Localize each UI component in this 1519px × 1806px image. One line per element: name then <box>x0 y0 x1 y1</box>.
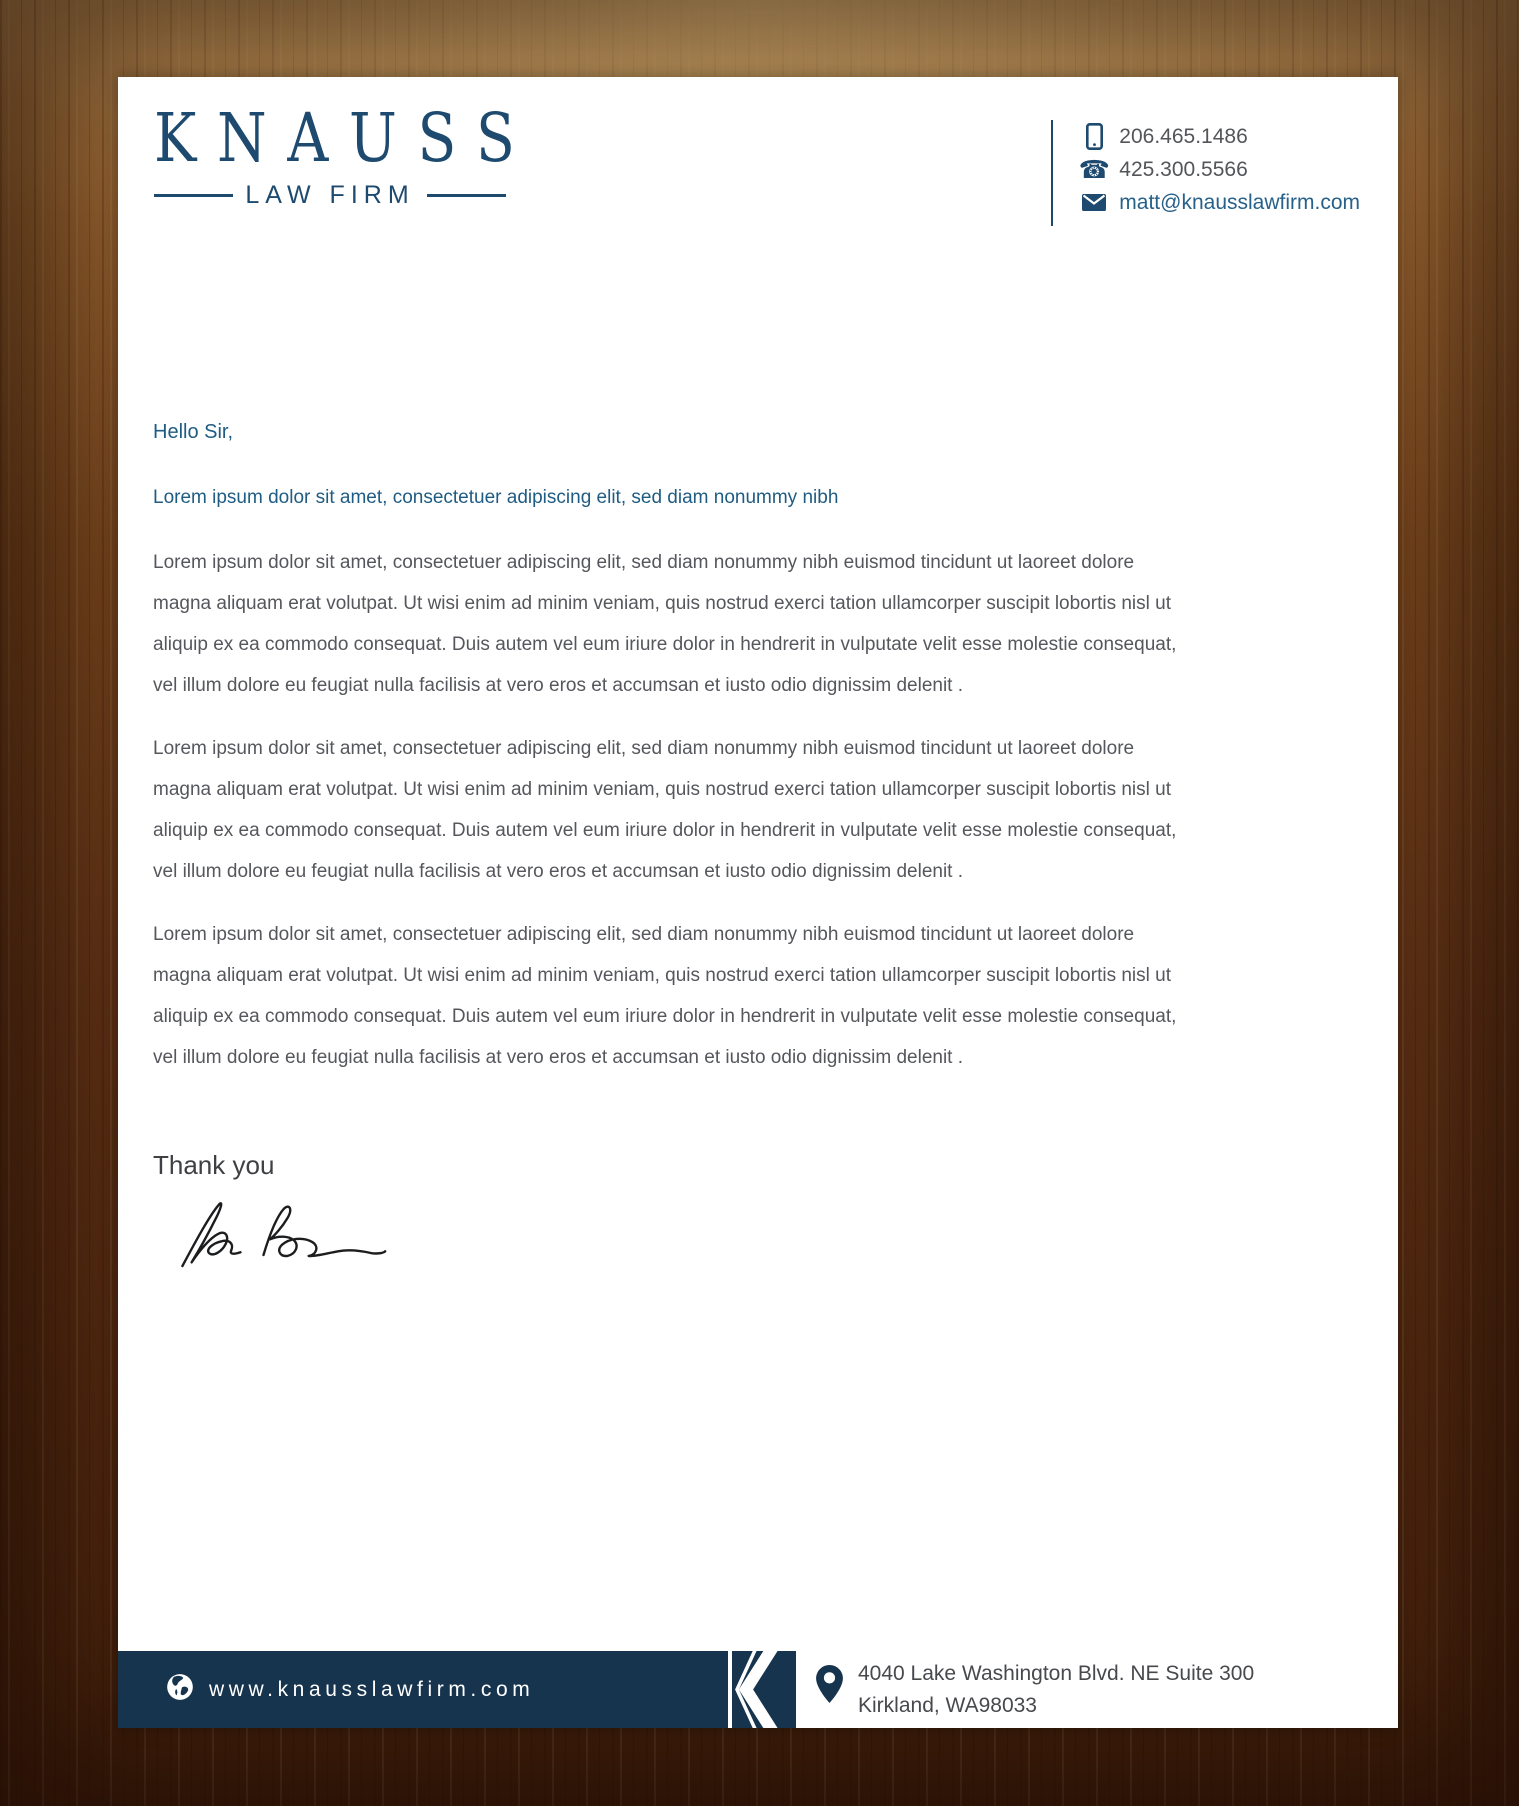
brand-name: KNAUSS <box>154 98 536 178</box>
letterhead-page <box>118 77 1398 1728</box>
envelope-icon <box>1081 194 1107 211</box>
left-rule <box>154 194 233 197</box>
globe-icon <box>166 1673 194 1706</box>
signature-scribble <box>175 1197 1195 1282</box>
footer-bar <box>118 1651 728 1728</box>
paragraph-1: Lorem ipsum dolor sit amet, consectetuer adipiscing elit, sed diam nonummy nibh euismod tincidunt ut laoreet dolore magna aliquam erat volutpat. Ut wisi enim ad minim veniam, quis nostrud exerci tation ullamcorper suscipit lobortis nisl ut aliquip ex ea commodo consequat. Duis autem vel eum iriure dolor in hendrerit in vulputate velit esse molestie consequat, vel illum dolore eu feugiat nulla facilisis at vero eros et accumsan et iusto odio dignissim delenit . <box>153 552 1177 696</box>
closing-text: Thank you <box>153 1150 275 1180</box>
address-block <box>858 1658 1254 1722</box>
contact-block <box>1051 120 1360 226</box>
brand-subtitle: LAW FIRM <box>245 181 415 209</box>
right-rule <box>427 194 506 197</box>
contact-divider <box>1051 120 1053 226</box>
contact-row-email <box>1081 186 1360 219</box>
website-link[interactable]: www.knausslawfirm.com <box>209 1677 535 1701</box>
brand-logo <box>154 98 598 226</box>
letter-body <box>118 421 1195 1282</box>
paragraph-3: Lorem ipsum dolor sit amet, consectetuer adipiscing elit, sed diam nonummy nibh euismod tincidunt ut laoreet dolore magna aliquam erat volutpat. Ut wisi enim ad minim veniam, quis nostrud exerci tation ullamcorper suscipit lobortis nisl ut aliquip ex ea commodo consequat. Duis autem vel eum iriure dolor in hendrerit in vulputate velit esse molestie consequat, vel illum dolore eu feugiat nulla facilisis at vero eros et accumsan et iusto odio dignissim delenit . <box>153 924 1177 1068</box>
contact-row-mobile <box>1081 120 1360 153</box>
paragraph-2: Lorem ipsum dolor sit amet, consectetuer adipiscing elit, sed diam nonummy nibh euismod tincidunt ut laoreet dolore magna aliquam erat volutpat. Ut wisi enim ad minim veniam, quis nostrud exerci tation ullamcorper suscipit lobortis nisl ut aliquip ex ea commodo consequat. Duis autem vel eum iriure dolor in hendrerit in vulputate velit esse molestie consequat, vel illum dolore eu feugiat nulla facilisis at vero eros et accumsan et iusto odio dignissim delenit . <box>153 738 1177 882</box>
mobile-number: 206.465.1486 <box>1119 124 1248 148</box>
brand-subtitle-row <box>154 181 506 210</box>
address-line-2: Kirkland, WA98033 <box>858 1694 1037 1717</box>
phone-icon: ☎ <box>1078 155 1110 184</box>
location-pin-icon <box>816 1665 843 1708</box>
header <box>118 77 1398 226</box>
address-line-1: 4040 Lake Washington Blvd. NE Suite 300 <box>858 1662 1255 1685</box>
subject-line: Lorem ipsum dolor sit amet, consectetuer adipiscing elit, sed diam nonummy nibh <box>153 487 839 508</box>
office-number: 425.300.5566 <box>1119 157 1248 181</box>
k-emblem <box>732 1651 796 1728</box>
greeting: Hello Sir, <box>153 421 234 443</box>
mobile-icon <box>1081 123 1107 150</box>
contact-list <box>1078 120 1360 226</box>
email-link[interactable]: matt@knausslawfirm.com <box>1119 190 1360 214</box>
contact-row-phone <box>1078 153 1360 186</box>
